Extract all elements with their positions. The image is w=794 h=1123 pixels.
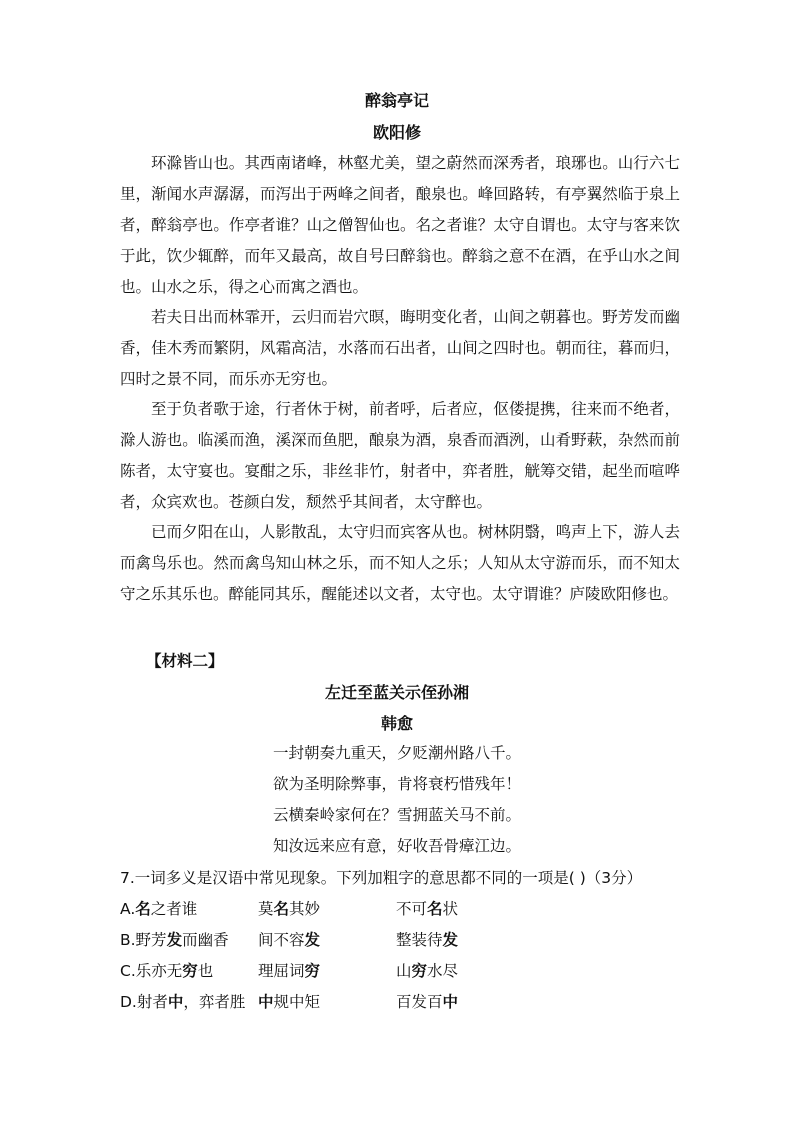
paragraph-4: 已而夕阳在山，人影散乱，太守归而宾客从也。树林阴翳，鸣声上下，游人去而禽鸟乐也。然而禽鸟知山林之乐，而不知人之乐；人知从太守游而乐，而不知太守之乐其乐也。醉能同其乐，醒能述以文者，太守也。太守谓谁？庐陵欧阳修也。	[120, 523, 680, 603]
paragraph-2: 若夫日出而林霏开，云归而岩穴暝，晦明变化者，山间之朝暮也。野芳发而幽香，佳木秀而繁阴，风霜高洁，水落而石出者，山间之四时也。朝而往，暮而归，四时之景不同，而乐亦无穷也。	[120, 308, 680, 388]
passage-title: 醉翁亭记	[364, 91, 429, 110]
option-word: 中规中矩	[258, 993, 321, 1011]
poem-author: 韩愈	[380, 714, 413, 733]
option-word: 不可名状	[396, 900, 459, 918]
option-word: 莫名其妙	[258, 900, 321, 918]
option-word: D.射者中，弈者胜	[120, 993, 246, 1011]
poem-title: 左迁至蓝关示侄孙湘	[324, 683, 469, 702]
option-word: 山穷水尽	[396, 962, 459, 980]
poem-line: 云横秦岭家何在？雪拥蓝关马不前。	[272, 806, 521, 824]
poem-line: 一封朝奏九重天，夕贬潮州路八千。	[272, 744, 521, 762]
poem-line: 欲为圣明除弊事，肯将衰朽惜残年！	[272, 775, 521, 793]
poem-line: 知汝远来应有意，好收吾骨瘴江边。	[272, 837, 521, 855]
option-word: A.名之者谁	[120, 900, 198, 918]
option-word: 整装待发	[396, 931, 459, 949]
option-word: 间不容发	[258, 931, 321, 949]
option-word: 理屈词穷	[258, 962, 321, 980]
option-word: B.野芳发而幽香	[120, 931, 229, 949]
paragraph-1: 环滁皆山也。其西南诸峰，林壑尤美，望之蔚然而深秀者，琅琊也。山行六七里，渐闻水声潺潺，而泻出于两峰之间者，酿泉也。峰回路转，有亭翼然临于泉上者，醉翁亭也。作亭者谁？山之僧智仙也。名之者谁？太守自谓也。太守与客来饮于此，饮少辄醉，而年又最高，故自号曰醉翁也。醉翁之意不在酒，在乎山水之间也。山水之乐，得之心而寓之酒也。	[120, 154, 680, 296]
passage-author: 欧阳修	[372, 123, 421, 142]
paragraph-3: 至于负者歌于途，行者休于树，前者呼，后者应，伛偻提携，往来而不绝者，滁人游也。临溪而渔，溪深而鱼肥，酿泉为酒，泉香而酒洌，山肴野蔌，杂然而前陈者，太守宴也。宴酣之乐，非丝非竹，射者中，弈者胜，觥筹交错，起坐而喧哗者，众宾欢也。苍颜白发，颓然乎其间者，太守醉也。	[120, 400, 680, 511]
material-label: 【材料二】	[146, 651, 224, 670]
option-word: 百发百中	[396, 993, 459, 1011]
option-word: C.乐亦无穷也	[120, 962, 214, 980]
question-stem: 7.一词多义是汉语中常见现象。下列加粗字的意思都不同的一项是( )（3分）	[120, 869, 643, 887]
